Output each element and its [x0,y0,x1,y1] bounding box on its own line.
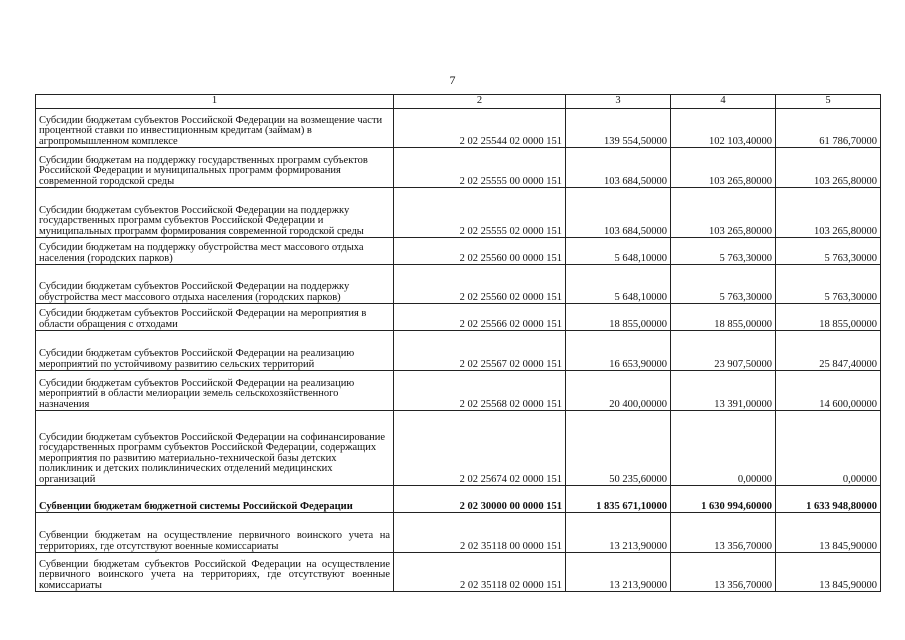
table-row [36,238,881,265]
row-value-year1: 50 235,60000 [566,411,671,486]
row-value-year3: 13 845,90000 [776,553,881,592]
row-value-year2: 13 391,00000 [671,371,776,411]
table-row [36,109,881,148]
row-value-year2: 18 855,00000 [671,304,776,331]
row-value-year3: 0,00000 [776,411,881,486]
row-value-year3: 103 265,80000 [776,188,881,238]
row-value-year2: 102 103,40000 [671,109,776,148]
row-code: 2 02 25544 02 0000 151 [394,109,566,148]
row-value-year3: 1 633 948,80000 [776,486,881,513]
table-row-total [36,486,881,513]
column-header-1: 1 [36,95,394,109]
table-row [36,553,881,592]
row-value-year2: 1 630 994,60000 [671,486,776,513]
row-code: 2 02 25674 02 0000 151 [394,411,566,486]
row-value-year1: 1 835 671,10000 [566,486,671,513]
table-row [36,331,881,371]
table-header-row [36,95,881,109]
row-value-year1: 20 400,00000 [566,371,671,411]
row-code: 2 02 25568 02 0000 151 [394,371,566,411]
row-code: 2 02 30000 00 0000 151 [394,486,566,513]
row-value-year2: 5 763,30000 [671,265,776,304]
table-row [36,304,881,331]
row-value-year3: 18 855,00000 [776,304,881,331]
row-code: 2 02 25555 02 0000 151 [394,188,566,238]
row-value-year3: 25 847,40000 [776,331,881,371]
row-value-year3: 103 265,80000 [776,148,881,188]
row-name: Субсидии бюджетам субъектов Российской Федерации на софинансирование государственных программ субъектов Российской Федерации, содержащих мероприятия по развитию материально-технической базы детских поликлиник и детских поликлинических отделений медицинских организаций [36,411,394,486]
row-value-year3: 13 845,90000 [776,513,881,553]
column-header-5: 5 [776,95,881,109]
row-value-year2: 103 265,80000 [671,188,776,238]
row-name: Субсидии бюджетам на поддержку обустройства мест массового отдыха населения (городских парков) [36,238,394,265]
table-row [36,188,881,238]
row-name: Субсидии бюджетам на поддержку государственных программ субъектов Российской Федерации и муниципальных программ формирования современной городской среды [36,148,394,188]
page-number: 7 [449,73,456,87]
table-row [36,148,881,188]
row-value-year1: 13 213,90000 [566,513,671,553]
row-value-year3: 5 763,30000 [776,238,881,265]
row-value-year3: 14 600,00000 [776,371,881,411]
row-value-year1: 18 855,00000 [566,304,671,331]
row-code: 2 02 35118 00 0000 151 [394,513,566,553]
row-code: 2 02 25555 00 0000 151 [394,148,566,188]
row-value-year1: 5 648,10000 [566,265,671,304]
budget-table [35,94,881,592]
row-value-year2: 13 356,70000 [671,553,776,592]
table-row [36,371,881,411]
row-value-year1: 16 653,90000 [566,331,671,371]
row-value-year2: 103 265,80000 [671,148,776,188]
column-header-3: 3 [566,95,671,109]
row-value-year2: 5 763,30000 [671,238,776,265]
column-header-4: 4 [671,95,776,109]
row-name: Субсидии бюджетам субъектов Российской Федерации на поддержку обустройства мест массового отдыха населения (городских парков) [36,265,394,304]
row-name: Субсидии бюджетам субъектов Российской Федерации на реализацию мероприятий в области мелиорации земель сельскохозяйственного назначения [36,371,394,411]
row-code: 2 02 35118 02 0000 151 [394,553,566,592]
row-code: 2 02 25566 02 0000 151 [394,304,566,331]
row-value-year1: 13 213,90000 [566,553,671,592]
row-name: Субвенции бюджетам бюджетной системы Российской Федерации [36,486,394,513]
row-name: Субсидии бюджетам субъектов Российской Федерации на реализацию мероприятий по устойчивому развитию сельских территорий [36,331,394,371]
column-header-2: 2 [394,95,566,109]
table-row [36,411,881,486]
row-name: Субсидии бюджетам субъектов Российской Федерации на мероприятия в области обращения с отходами [36,304,394,331]
row-name: Субсидии бюджетам субъектов Российской Федерации на поддержку государственных программ субъектов Российской Федерации и муниципальных программ формирования современной городской среды [36,188,394,238]
row-code: 2 02 25567 02 0000 151 [394,331,566,371]
row-code: 2 02 25560 02 0000 151 [394,265,566,304]
row-value-year3: 61 786,70000 [776,109,881,148]
row-value-year2: 13 356,70000 [671,513,776,553]
row-value-year1: 103 684,50000 [566,148,671,188]
row-value-year1: 103 684,50000 [566,188,671,238]
table-row [36,513,881,553]
row-value-year3: 5 763,30000 [776,265,881,304]
row-value-year2: 23 907,50000 [671,331,776,371]
row-value-year1: 139 554,50000 [566,109,671,148]
row-name: Субвенции бюджетам субъектов Российской Федерации на осуществление первичного воинского учета на территориях, где отсутствуют военные комиссариаты [36,553,394,592]
row-value-year2: 0,00000 [671,411,776,486]
row-name: Субсидии бюджетам субъектов Российской Федерации на возмещение части процентной ставки по инвестиционным кредитам (займам) в агропромышленном комплексе [36,109,394,148]
row-value-year1: 5 648,10000 [566,238,671,265]
table-row [36,265,881,304]
row-name: Субвенции бюджетам на осуществление первичного воинского учета на территориях, где отсутствуют военные комиссариаты [36,513,394,553]
row-code: 2 02 25560 00 0000 151 [394,238,566,265]
